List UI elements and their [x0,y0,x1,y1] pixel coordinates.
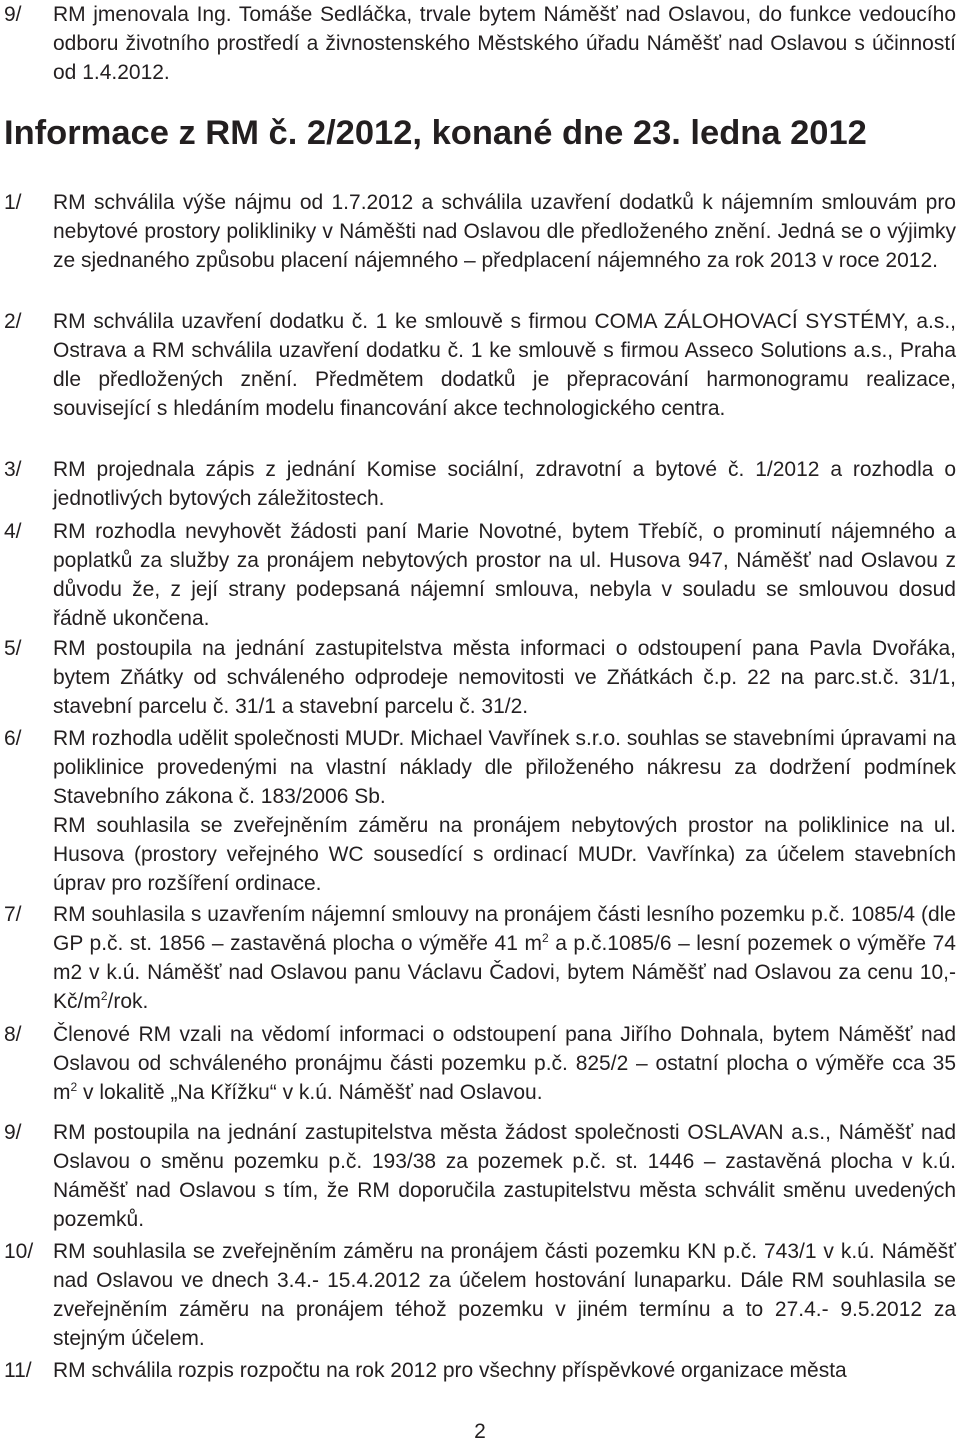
item-number: 6/ [4,727,22,750]
item-text: RM souhlasila se zveřejněním záměru na pronájem části pozemku KN p.č. 743/1 v k.ú. Náměšť nad Oslavou ve dnech 3.4.- 15.4.2012 za účelem hostování lunaparku. Dále RM souhlasila se zveřejněním záměru na pronájem téhož pozemku v jiném termínu a to 27.4.- 9.5.2012 za stejným účelem. [53,1240,956,1350]
item-number: 10/ [4,1240,34,1263]
superscript: 2 [100,989,108,1003]
item-text: RM schválila rozpis rozpočtu na rok 2012 pro všechny příspěvkové organizace města [53,1359,847,1382]
item-number: 3/ [4,458,22,481]
item-number: 9/ [4,1121,22,1144]
item-number: 11/ [4,1359,32,1382]
item-paragraph: RM rozhodla udělit společnosti MUDr. Michael Vavřínek s.r.o. souhlas se stavebními úpravami na poliklinice provedenými na vlastní náklady dle přiloženého nákresu za dodržení podmínek Stavebního zákona č. 183/2006 Sb. [53,727,957,808]
item-text: RM postoupila na jednání zastupitelstva města informaci o odstoupení pana Pavla Dvořáka, bytem Zňátky od schváleného odprodeje nemovitosti ve Zňátkách č.p. 22 na parc.st.č. 31/1, stavební parcelu č. 31/1 a stavební parcelu č. 31/2. [53,637,956,718]
item-paragraph: RM souhlasila se zveřejněním záměru na pronájem nebytových prostor na poliklinice na ul. Husova (prostory veřejného WC sousedící s ordinací MUDr. Vavřínka) za účelem stavebních úprav pro rozšíření ordinace. [53,814,956,895]
item-number: 9/ [4,3,22,26]
item-number: 7/ [4,903,22,926]
superscript: 2 [70,1080,78,1094]
item-number: 8/ [4,1023,22,1046]
item-text: RM schválila uzavření dodatku č. 1 ke smlouvě s firmou COMA ZÁLOHOVACÍ SYSTÉMY, a.s., Ostrava a RM schválila uzavření dodatku č. 1 ke smlouvě s firmou Asseco Solutions a.s., Praha dle předložených znění. Předmětem dodatků je přepracování harmonogramu realizace, související s hledáním modelu financování akce technologického centra. [53,310,956,420]
text-run: RM souhlasila s uzavřením nájemní smlouvy na pronájem části lesního pozemku p.č. 1085/4 (dle GP p.č. st. 1856 – zastavěná plocha o výměře 41 m [53,903,956,955]
superscript: 2 [541,931,549,945]
text-run: /rok. [107,990,149,1013]
item-text [53,900,956,1016]
item-text: RM projednala zápis z jednání Komise sociální, zdravotní a bytové č. 1/2012 a rozhodla o jednotlivých bytových záležitostech. [53,458,956,510]
item-text: RM rozhodla nevyhovět žádosti paní Marie Novotné, bytem Třebíč, o prominutí nájemného a poplatků za služby za pronájem nebytových prostor na ul. Husova 947, Náměšť nad Oslavou z důvodu že, z její strany podepsaná nájemní smlouva, nebyla v souladu se smlouvou dosud řádně ukončena. [53,520,956,630]
item-text [53,1020,956,1107]
item-text: RM postoupila na jednání zastupitelstva města žádost společnosti OSLAVAN a.s., Náměšť nad Oslavou o směnu pozemku p.č. 193/38 za pozemek p.č. st. 1446 – zastavěná plocha v k.ú. Náměšť nad Oslavou s tím, že RM doporučila zastupitelstvu města schválit směnu uvedených pozemků. [53,1121,956,1231]
page-number: 2 [474,1420,486,1443]
text-run: a p.č.1085/6 – lesní pozemek o výměře 74 m2 v k.ú. Náměšť nad Oslavou panu Václavu Čadovi, bytem Náměšť nad Oslavou za cenu 10,- Kč/m [53,932,956,1013]
item-number: 1/ [4,191,22,214]
text-run: v lokalitě „Na Křížku“ v k.ú. Náměšť nad Oslavou. [77,1081,543,1104]
section-heading: Informace z RM č. 2/2012, konané dne 23. ledna 2012 [4,114,867,152]
item-number: 2/ [4,310,22,333]
item-number: 5/ [4,637,22,660]
text-run: Členové RM vzali na vědomí informaci o odstoupení pana Jiřího Dohnala, bytem Náměšť nad Oslavou od schváleného pronájmu části pozemku p.č. 825/2 – ostatní plocha o výměře cca 35 m [53,1023,956,1104]
item-text: RM schválila výše nájmu od 1.7.2012 a schválila uzavření dodatků k nájemním smlouvám pro nebytové prostory polikliniky v Náměšti nad Oslavou dle předloženého znění. Jedná se o výjimky ze sjednaného způsobu placení nájemného – předplacení nájemného za rok 2013 v roce 2012. [53,191,956,272]
item-number: 4/ [4,520,22,543]
item-text: RM jmenovala Ing. Tomáše Sedláčka, trvale bytem Náměšť nad Oslavou, do funkce vedoucího odboru životního prostředí a živnostenského Městského úřadu Náměšť nad Oslavou s účinností od 1.4.2012. [53,3,956,84]
item-text [53,724,956,898]
